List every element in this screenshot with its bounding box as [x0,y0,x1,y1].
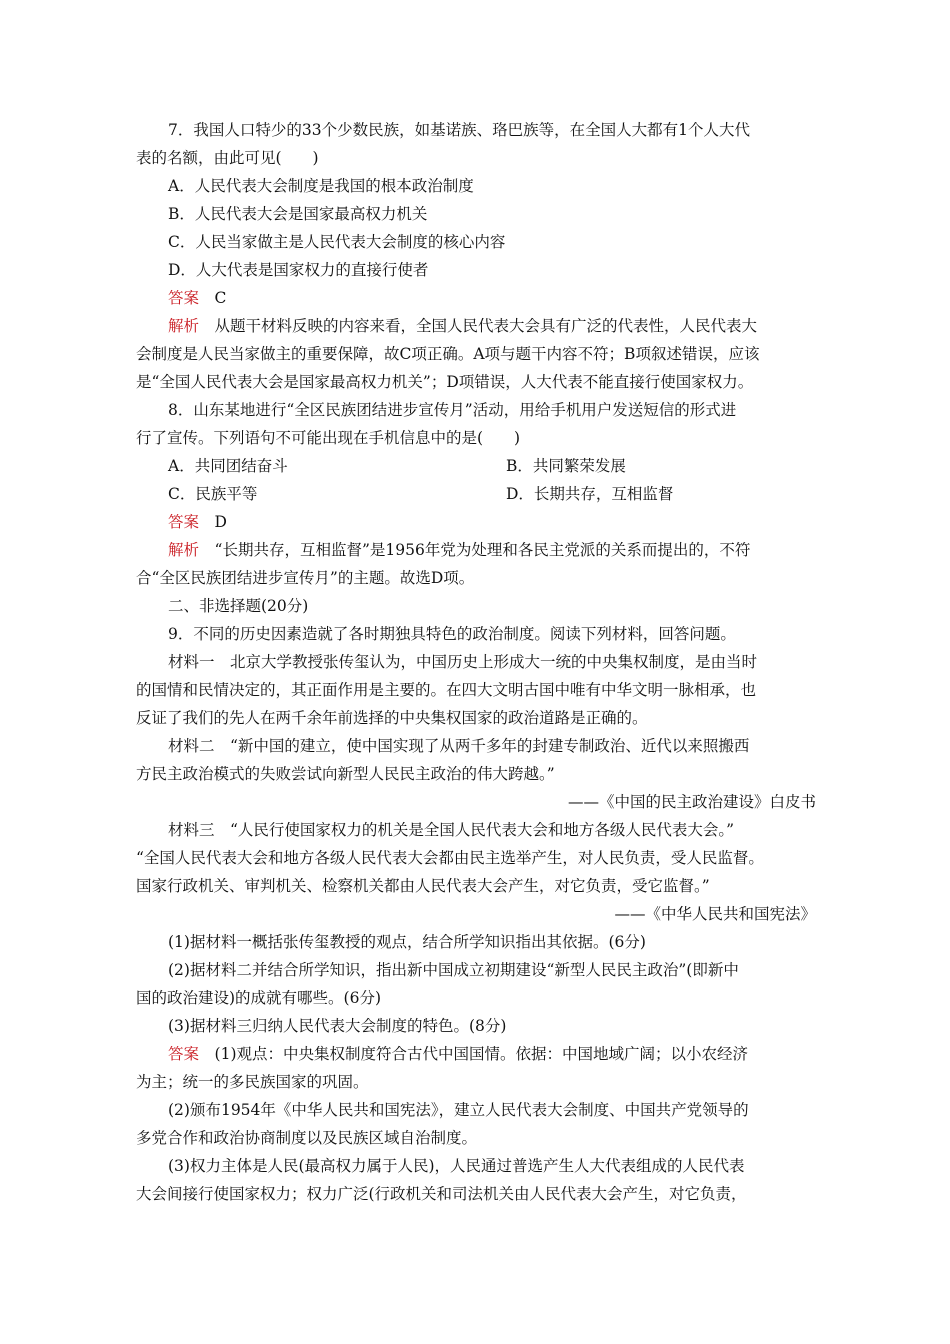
q9-material-2-line-2: 方民主政治模式的失败尝试向新型人民民主政治的伟大跨越。” [136,765,555,783]
q9-material-1-line-3: 反证了我们的先人在两千余年前选择的中央集权国家的政治道路是正确的。 [136,709,648,727]
q9-subquestion-1: (1)据材料一概括张传玺教授的观点，结合所学知识指出其依据。(6分) [168,933,646,951]
q8-options-row-1 [136,452,816,480]
q9-material-3-line-1: 材料三 “人民行使国家权力的机关是全国人民代表大会和地方各级人民代表大会。” [168,821,735,839]
q8-option-a: A．共同团结奋斗 [168,457,288,475]
q9-material-3-line-2: “全国人民代表大会和地方各级人民代表大会都由民主选举产生，对人民负责，受人民监督。 [136,849,764,867]
q9-answer-2-line-2: 多党合作和政治协商制度以及民族区域自治制度。 [136,1129,478,1147]
q9-stem: 9．不同的历史因素造就了各时期独具特色的政治制度。阅读下列材料，回答问题。 [168,625,736,643]
q9-answer-3-line-2: 大会间接行使国家权力；权力广泛(行政机关和司法机关由人民代表大会产生，对它负责， [136,1185,747,1203]
q8-analysis-line-1 [136,536,816,564]
q7-analysis-text-1: 从题干材料反映的内容来看，全国人民代表大会具有广泛的代表性，人民代表大 [214,317,758,335]
q7-option-c: C．人民当家做主是人民代表大会制度的核心内容 [168,233,506,251]
q8-answer [136,508,816,536]
q9-material-1-line-1: 材料一 北京大学教授张传玺认为，中国历史上形成大一统的中央集权制度，是由当时 [168,653,758,671]
answer-label: 答案 [168,289,200,307]
q8-answer-value: D [214,513,227,531]
q9-material-3-line-3: 国家行政机关、审判机关、检察机关都由人民代表大会产生，对它负责，受它监督。” [136,877,710,895]
q8-analysis-line-2: 合“全区民族团结进步宣传月”的主题。故选D项。 [136,569,475,587]
analysis-label: 解析 [168,317,200,335]
q9-material-1-line-2: 的国情和民情决定的，其正面作用是主要的。在四大文明古国中唯有中华文明一脉相承，也 [136,681,757,699]
q9-material-3-source: ——《中华人民共和国宪法》 [614,905,816,923]
q8-option-d: D．长期共存，互相监督 [506,485,674,503]
q7-analysis-line-3: 是“全国人民代表大会是国家最高权力机关”；D项错误，人大代表不能直接行使国家权力。 [136,373,754,391]
q7-answer-value: C [214,289,227,307]
section-heading: 二、非选择题(20分) [168,597,309,615]
q8-option-b: B．共同繁荣发展 [506,457,626,475]
answer-label: 答案 [168,513,200,531]
q7-analysis-line-2: 会制度是人民当家做主的重要保障，故C项正确。A项与题干内容不符；B项叙述错误，应该 [136,345,760,363]
q9-subquestion-2-line-1: (2)据材料二并结合所学知识，指出新中国成立初期建设“新型人民民主政治”(即新中 [168,961,739,979]
q9-answer-1-text-1: (1)观点：中央集权制度符合古代中国国情。依据：中国地域广阔；以小农经济 [214,1045,748,1063]
q9-subquestion-2-line-2: 国的政治建设)的成就有哪些。(6分) [136,989,382,1007]
q7-analysis-line-1 [136,312,816,340]
q7-stem-line-1: 7．我国人口特少的33个少数民族，如基诺族、珞巴族等，在全国人大都有1个人大代 [168,121,750,139]
q8-option-c: C．民族平等 [168,485,258,503]
q7-option-a: A．人民代表大会制度是我国的根本政治制度 [168,177,474,195]
q9-material-2-source: ——《中国的民主政治建设》白皮书 [567,793,816,811]
q8-options-row-2 [136,480,816,508]
q9-answer-2-line-1: (2)颁布1954年《中华人民共和国宪法》，建立人民代表大会制度、中国共产党领导的 [168,1101,749,1119]
q9-subquestion-3: (3)据材料三归纳人民代表大会制度的特色。(8分) [168,1017,507,1035]
q8-stem-line-2: 行了宣传。下列语句不可能出现在手机信息中的是( ) [136,429,521,447]
q9-answer-1-line-1 [136,1040,816,1068]
answer-label: 答案 [168,1045,200,1063]
q9-material-2-line-1: 材料二 “新中国的建立，使中国实现了从两千多年的封建专制政治、近代以来照搬西 [168,737,750,755]
q7-option-d: D．人大代表是国家权力的直接行使者 [168,261,429,279]
q7-option-b: B．人民代表大会是国家最高权力机关 [168,205,428,223]
q9-answer-1-line-2: 为主；统一的多民族国家的巩固。 [136,1073,369,1091]
q7-stem-line-2: 表的名额，由此可见( ) [136,149,319,167]
q8-analysis-text-1: “长期共存，互相监督”是1956年党为处理和各民主党派的关系而提出的，不符 [214,541,751,559]
analysis-label: 解析 [168,541,200,559]
q8-stem-line-1: 8．山东某地进行“全区民族团结进步宣传月”活动，用给手机用户发送短信的形式进 [168,401,737,419]
document-content [136,116,816,1208]
q7-answer [136,284,816,312]
q9-answer-3-line-1: (3)权力主体是人民(最高权力属于人民)，人民通过普选产生人大代表组成的人民代表 [168,1157,745,1175]
